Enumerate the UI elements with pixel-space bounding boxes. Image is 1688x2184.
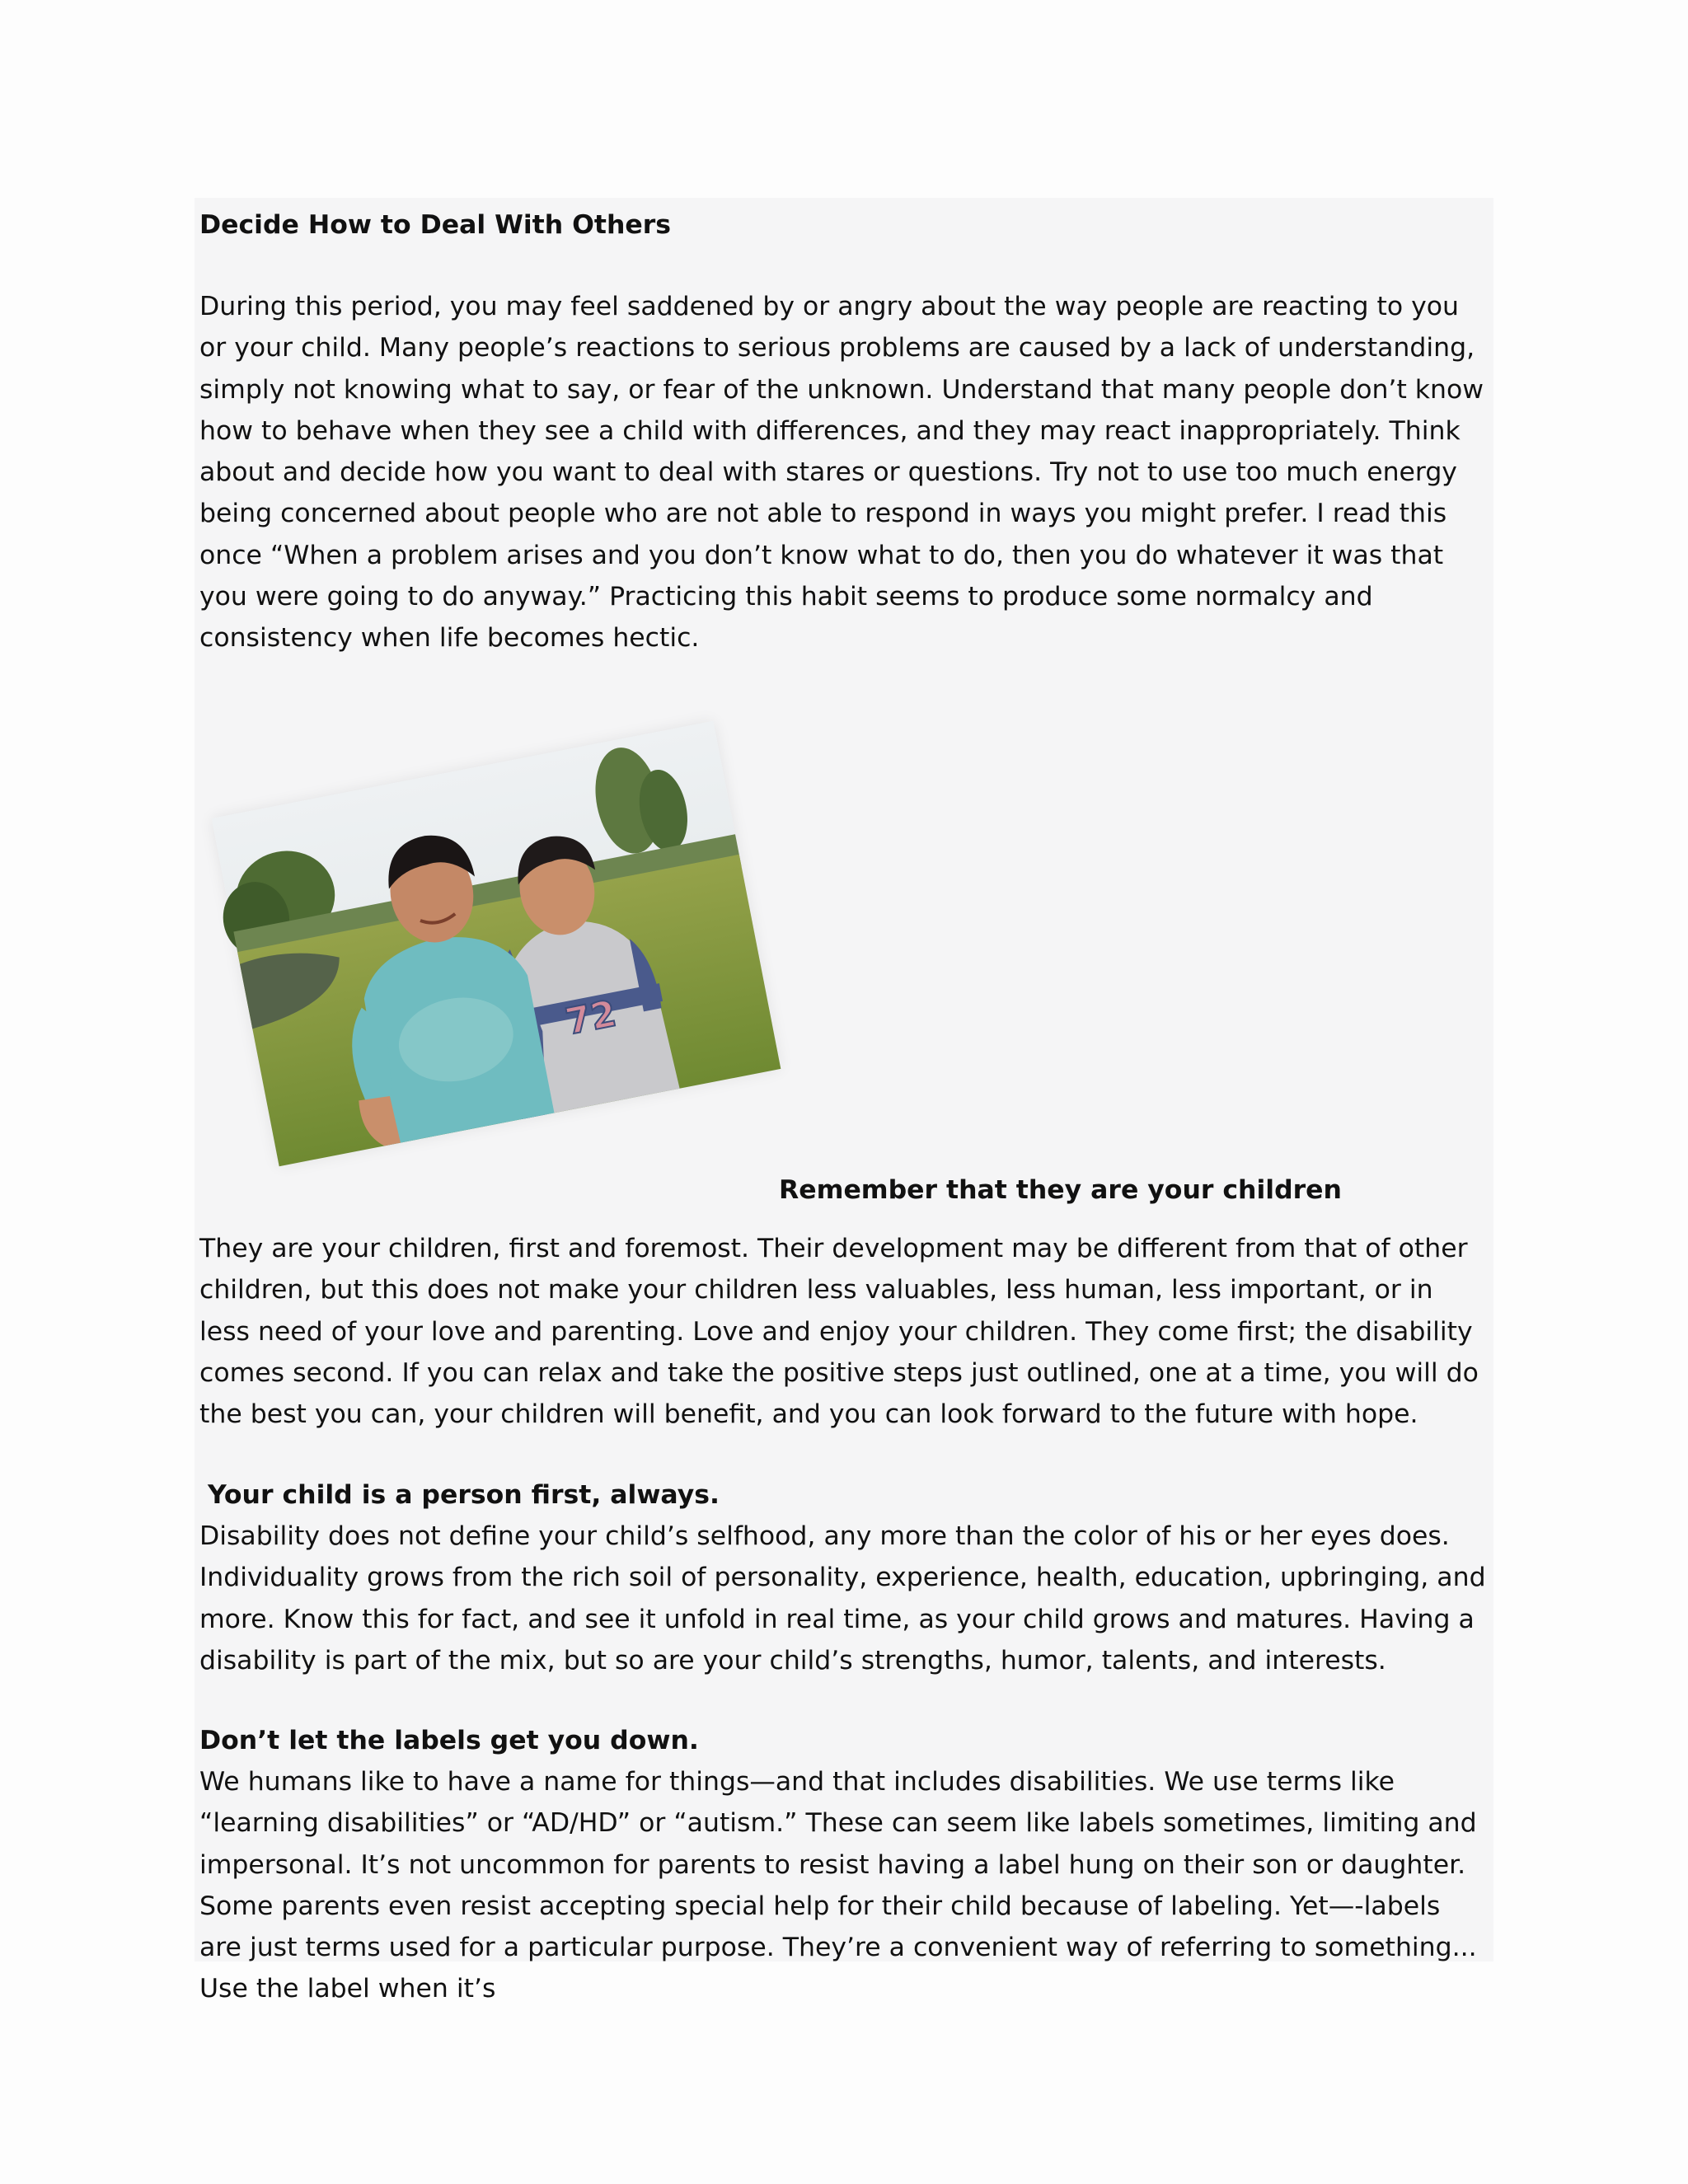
section-heading-deal-with-others: Decide How to Deal With Others bbox=[199, 210, 672, 240]
two-boys-photo-image bbox=[212, 721, 781, 1166]
section-heading-person-first: Your child is a person first, always. bbox=[208, 1480, 720, 1510]
section-body-person-first: Disability does not define your child’s selfhood, any more than the color of his or her eyes does. Individuality grows from the rich soil of personality, experience, health, education, upbringing, and more. Know this for fact, and see it unfold in real time, as your child grows and matures. Having a disability is part of the mix, but so are your child’s strengths, humor, talents, and interests. bbox=[199, 1521, 1486, 1675]
section-body-your-children: They are your children, first and foremost. Their development may be different from that of other children, but this does not make your children less valuables, less human, less important, or in less need of your love and parenting. Love and enjoy your children. They come first; the disability comes second. If you can relax and take the positive steps just outlined, one at a time, you will do the best you can, your children will benefit, and you can look forward to the future with hope. bbox=[199, 1234, 1479, 1430]
section-heading-your-children: Remember that they are your children bbox=[779, 1175, 1342, 1206]
shirt-number: 72 bbox=[562, 992, 620, 1044]
section-body-deal-with-others: During this period, you may feel saddened by or angry about the way people are reacting to you or your child. Many people’s reactions to serious problems are caused by a lack of understanding, simply not knowing what to say, or fear of the unknown. Understand that many people don’t know how to behave when they see a child with differences, and they may react inappropriately. Think about and decide how you want to deal with stares or questions. Try not to use too much energy being concerned about people who are not able to respond in ways you might prefer. I read this once “When a problem arises and you don’t know what to do, then you do whatever it was that you were going to do anyway.” Practicing this habit seems to produce some normalcy and consistency when life becomes hectic. bbox=[199, 292, 1484, 654]
children-photo bbox=[191, 692, 789, 1187]
section-body-labels: We humans like to have a name for things—and that includes disabilities. We use terms like “learning disabilities” or “AD/HD” or “autism.” These can seem like labels sometimes, limiting and impersonal. It’s not uncommon for parents to resist having a label hung on their son or daughter. Some parents even resist accepting special help for their child because of labeling. Yet—-labels are just terms used for a particular purpose. They’re a convenient way of referring to something... Use the label when it’s bbox=[199, 1767, 1477, 2004]
section-heading-labels: Don’t let the labels get you down. bbox=[199, 1726, 699, 1755]
